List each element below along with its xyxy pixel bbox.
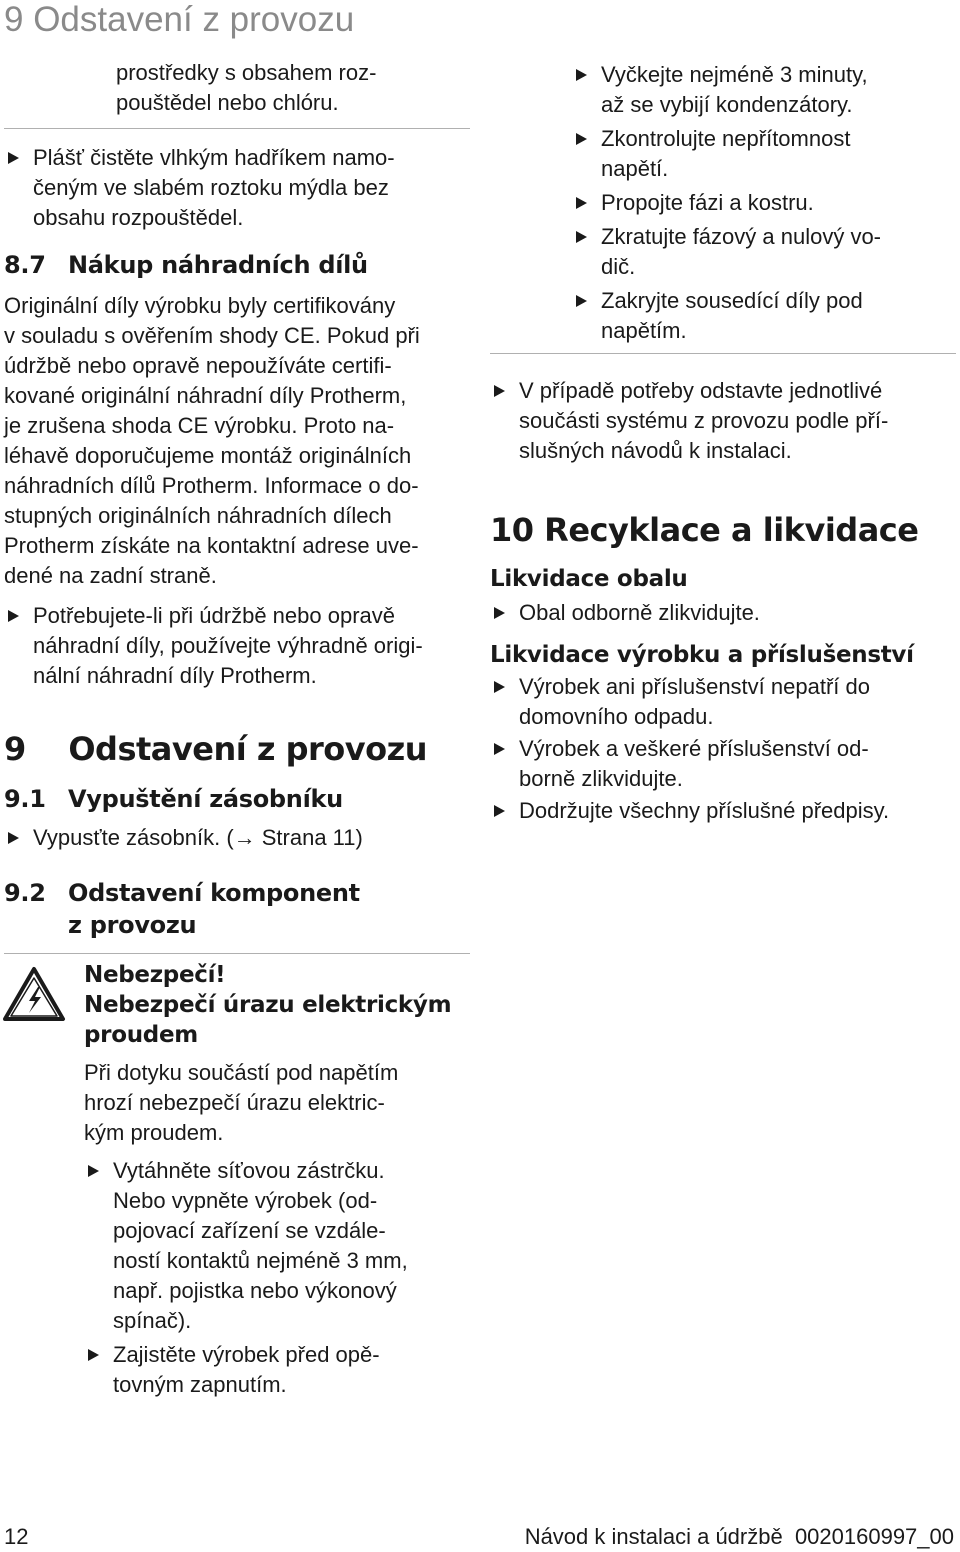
text-line: Nebo vypněte výrobek (od-: [113, 1188, 378, 1213]
left-column: [4, 58, 470, 1400]
list-item: [572, 60, 956, 120]
bullet-arrow-icon: [8, 832, 19, 844]
chapter-heading-9: 9 Odstavení z provozu: [4, 730, 428, 768]
text-line: napětí.: [601, 156, 669, 181]
text-line: léhavě doporučujeme montáž originálních: [4, 443, 412, 468]
text-line: Obal odborně zlikvidujte.: [519, 600, 760, 625]
list-item: [84, 1156, 470, 1336]
text-line: slušných návodů k instalaci.: [519, 438, 792, 463]
section-heading-9-1: [4, 783, 470, 815]
text-line: Dodržujte všechny příslušné předpisy.: [519, 798, 890, 823]
text-line: dené na zadní straně.: [4, 563, 217, 588]
bullet-arrow-icon: [88, 1165, 99, 1177]
text-line: obsahu rozpouštědel.: [33, 205, 244, 230]
list-item: [572, 286, 956, 346]
section-title: z provozu: [68, 911, 197, 939]
text-line: Vypusťte zásobník. (→ Strana 11): [33, 825, 363, 850]
text-line: Protherm získáte na kontaktní adrese uve-: [4, 533, 419, 558]
document-title: Návod k instalaci a údržbě 0020160997_00: [524, 1524, 954, 1549]
bullet-arrow-icon: [576, 231, 587, 243]
text-line: borně zlikvidujte.: [519, 766, 683, 791]
bullet-arrow-icon: [494, 743, 505, 755]
text-line: Zajistěte výrobek před opě-: [113, 1342, 380, 1367]
section-heading-8-7: [4, 249, 470, 281]
bullet-arrow-icon: [494, 805, 505, 817]
divider: [4, 128, 470, 129]
list-item: [4, 143, 470, 233]
text-line: údržbě nebo opravě nepoužíváte certifi-: [4, 353, 392, 378]
text-line: Výrobek a veškeré příslušenství od-: [519, 736, 869, 761]
list-item: [490, 796, 956, 826]
subsection-heading: Likvidace výrobku a příslušenství: [490, 642, 914, 668]
subsection-heading: Likvidace obalu: [490, 566, 688, 592]
text-line: nální náhradní díly Protherm.: [33, 663, 317, 688]
text-line: Originální díly výrobku byly certifikovány: [4, 293, 396, 318]
list-item: [572, 124, 956, 184]
text-line: v souladu s ověřením shody CE. Pokud při: [4, 323, 420, 348]
bullet-arrow-icon: [576, 295, 587, 307]
bullet-arrow-icon: [494, 385, 505, 397]
text-line: náhradní díly, používejte výhradně origi-: [33, 633, 423, 658]
list-item: [572, 188, 956, 218]
bullet-arrow-icon: [494, 607, 505, 619]
text-line: Zakryjte sousedící díly pod: [601, 288, 863, 313]
electric-hazard-icon: [2, 966, 66, 1027]
text-line: až se vybijí kondenzátory.: [601, 92, 853, 117]
bullet-arrow-icon: [88, 1349, 99, 1361]
section-number: 9.2: [4, 879, 46, 907]
text-line: pouštědel nebo chlóru.: [116, 90, 339, 115]
list-item: [490, 376, 956, 466]
right-column: [490, 376, 956, 826]
bullet-arrow-icon: [494, 681, 505, 693]
text-line: Potřebujete-li při údržbě nebo opravě: [33, 603, 396, 628]
list-item: [572, 222, 956, 282]
page-number: 12: [4, 1524, 29, 1549]
list-item: [84, 1340, 470, 1400]
list-item: [490, 598, 956, 628]
paragraph: [4, 291, 470, 591]
text-line: Výrobek ani příslušenství nepatří do: [519, 674, 870, 699]
text-line: součásti systému z provozu podle pří-: [519, 408, 889, 433]
bullet-arrow-icon: [576, 69, 587, 81]
text-line: prostředky s obsahem roz-: [116, 60, 377, 85]
text-line: napětím.: [601, 318, 687, 343]
text-line: Plášť čistěte vlhkým hadříkem namo-: [33, 145, 395, 170]
text-line: kým proudem.: [84, 1120, 224, 1145]
list-item: [490, 734, 956, 794]
text-line: Vyčkejte nejméně 3 minuty,: [601, 62, 868, 87]
running-head: 9 Odstavení z provozu: [4, 0, 355, 39]
section-number: 9.1: [4, 785, 46, 813]
text-line: Zkratujte fázový a nulový vo-: [601, 224, 882, 249]
section-heading-9-2-cont: [4, 909, 470, 941]
text-line: tovným zapnutím.: [113, 1372, 287, 1397]
list-item: [490, 672, 956, 732]
bullet-arrow-icon: [576, 133, 587, 145]
bullet-arrow-icon: [8, 152, 19, 164]
section-heading-9-2: [4, 877, 470, 909]
text-line: domovního odpadu.: [519, 704, 714, 729]
text-line: V případě potřeby odstavte jednotlivé: [519, 378, 883, 403]
text-line: spínač).: [113, 1308, 192, 1333]
text-line: např. pojistka nebo výkonový: [113, 1278, 397, 1303]
text-line: náhradních dílů Protherm. Informace o do-: [4, 473, 419, 498]
section-title: Vypuštění zásobníku: [68, 785, 343, 813]
divider: [4, 953, 470, 954]
divider: [490, 353, 956, 354]
right-column-warning-cont: [572, 60, 956, 346]
warning-subtitle: Nebezpečí úrazu elektrickým: [84, 992, 452, 1018]
section-title: Odstavení komponent: [68, 879, 360, 907]
text-line: hrozí nebezpečí úrazu elektric-: [84, 1090, 385, 1115]
warning-title: Nebezpečí!: [84, 962, 226, 988]
text-line: je zrušena shoda CE výrobku. Proto na-: [4, 413, 395, 438]
text-line: pojovací zařízení se vzdále-: [113, 1218, 386, 1243]
text-line: Vytáhněte síťovou zástrčku.: [113, 1158, 385, 1183]
section-title: Nákup náhradních dílů: [68, 251, 368, 279]
list-item: [4, 601, 470, 691]
text-line: dič.: [601, 254, 636, 279]
text-line: kované originální náhradní díly Protherm,: [4, 383, 407, 408]
warning-subtitle: proudem: [84, 1022, 198, 1048]
warning-text: [84, 1058, 470, 1148]
continued-text: [4, 58, 470, 118]
list-item: [4, 823, 470, 853]
text-line: Při dotyku součástí pod napětím: [84, 1060, 399, 1085]
chapter-heading-10: 10 Recyklace a likvidace: [490, 511, 919, 549]
section-number: 8.7: [4, 251, 46, 279]
warning-block: [4, 960, 470, 1400]
bullet-arrow-icon: [576, 197, 587, 209]
text-line: Propojte fázi a kostru.: [601, 190, 814, 215]
bullet-arrow-icon: [8, 610, 19, 622]
text-line: ností kontaktů nejméně 3 mm,: [113, 1248, 408, 1273]
text-line: stupných originálních náhradních dílech: [4, 503, 392, 528]
text-line: čeným ve slabém roztoku mýdla bez: [33, 175, 389, 200]
text-line: Zkontrolujte nepřítomnost: [601, 126, 851, 151]
